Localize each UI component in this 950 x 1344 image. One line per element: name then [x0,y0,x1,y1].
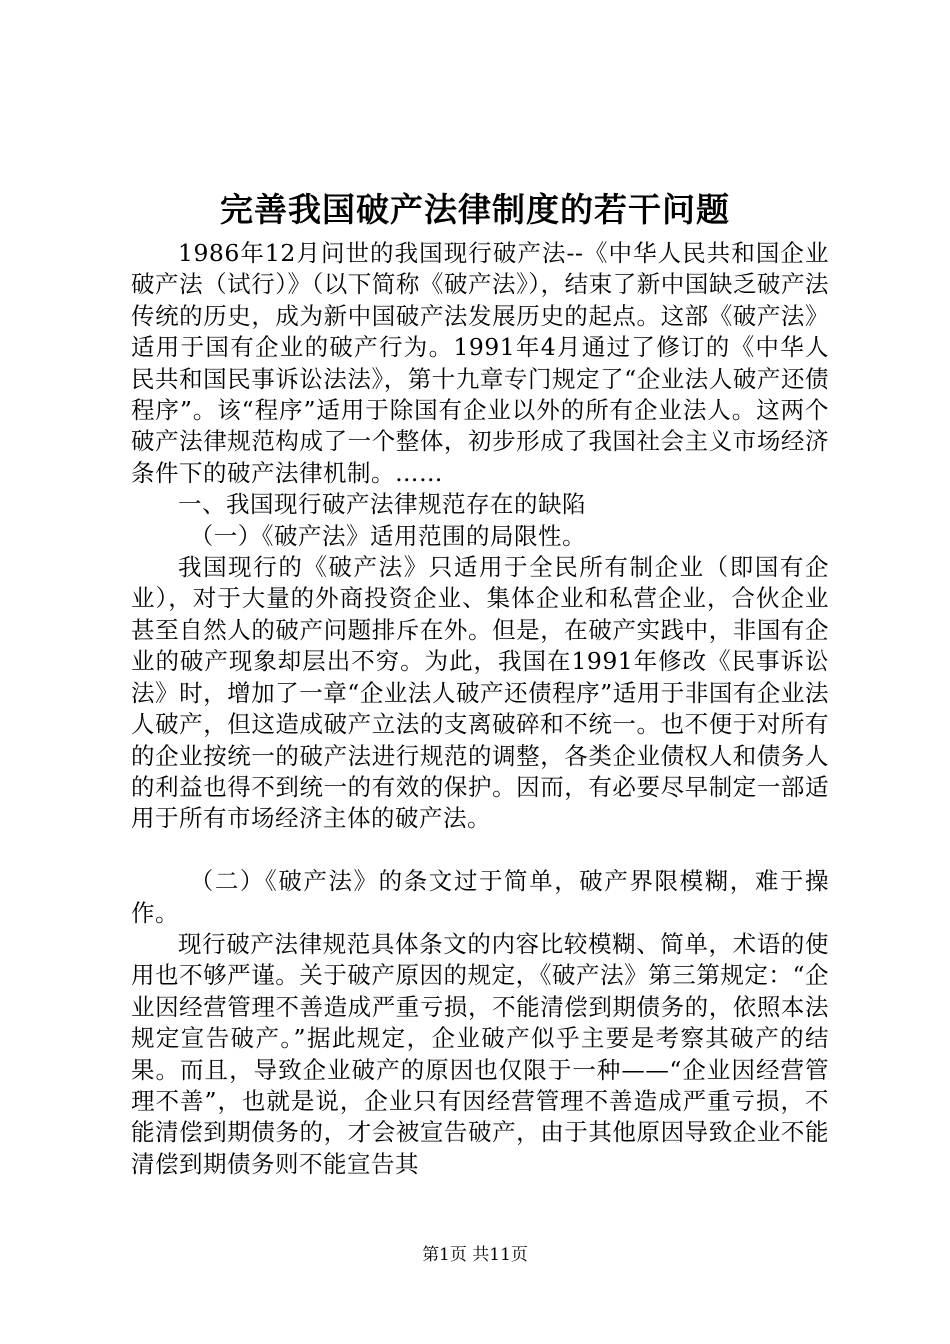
paragraph-intro: 1986年12月问世的我国现行破产法--《中华人民共和国企业破产法（试行）》（以下简称《破产法》），结束了新中国缺乏破产法传统的历史，成为新中国破产法发展历史的起点。这部《破产法》适用于国有企业的破产行为。1991年4月通过了修订的《中华人民共和国民事诉讼法法》，第十九章专门规定了“企业法人破产还债程序”。该“程序”适用于除国有企业以外的所有企业法人。这两个破产法律规范构成了一个整体，初步形成了我国社会主义市场经济条件下的破产法律机制。…… [131,239,829,487]
page-footer: 第1页 共11页 [422,1245,528,1265]
subsection-heading-2: （二）《破产法》的条文过于简单，破产界限模糊，难于操作。 [131,867,829,927]
document-body [131,238,829,1180]
paragraph-provisions: 现行破产法律规范具体条文的内容比较模糊、简单，术语的使用也不够严谨。关于破产原因的规定，《破产法》第三第规定：“企业因经营管理不善造成严重亏损，不能清偿到期债务的，依照本法规定宣告破产。”据此规定，企业破产似乎主要是考察其破产的结果。而且，导致企业破产的原因也仅限于一种——“企业因经营管理不善”，也就是说，企业只有因经营管理不善造成严重亏损，不能清偿到期债务的，才会被宣告破产，由于其他原因导致企业不能清偿到期债务则不能宣告其 [131,929,829,1178]
section-heading-1: 一、我国现行破产法律规范存在的缺陷 [178,490,586,519]
paragraph-scope: 我国现行的《破产法》只适用于全民所有制企业（即国有企业），对于大量的外商投资企业、集体企业和私营企业，合伙企业甚至自然人的破产问题排斥在外。但是，在破产实践中，非国有企业的破产现象却层出不穷。为此，我国在1991年修改《民事诉讼法》时，增加了一章“企业法人破产还债程序”适用于非国有企业法人破产，但这造成破产立法的支离破碎和不统一。也不便于对所有的企业按统一的破产法进行规范的调整，各类企业债权人和债务人的利益也得不到统一的有效的保护。因而，有必要尽早制定一部适用于所有市场经济主体的破产法。 [131,553,829,833]
subsection-heading-1: （一）《破产法》适用范围的局限性。 [189,521,586,550]
document-title: 完善我国破产法律制度的若干问题 [220,190,730,229]
paragraph-spacer [131,835,829,866]
